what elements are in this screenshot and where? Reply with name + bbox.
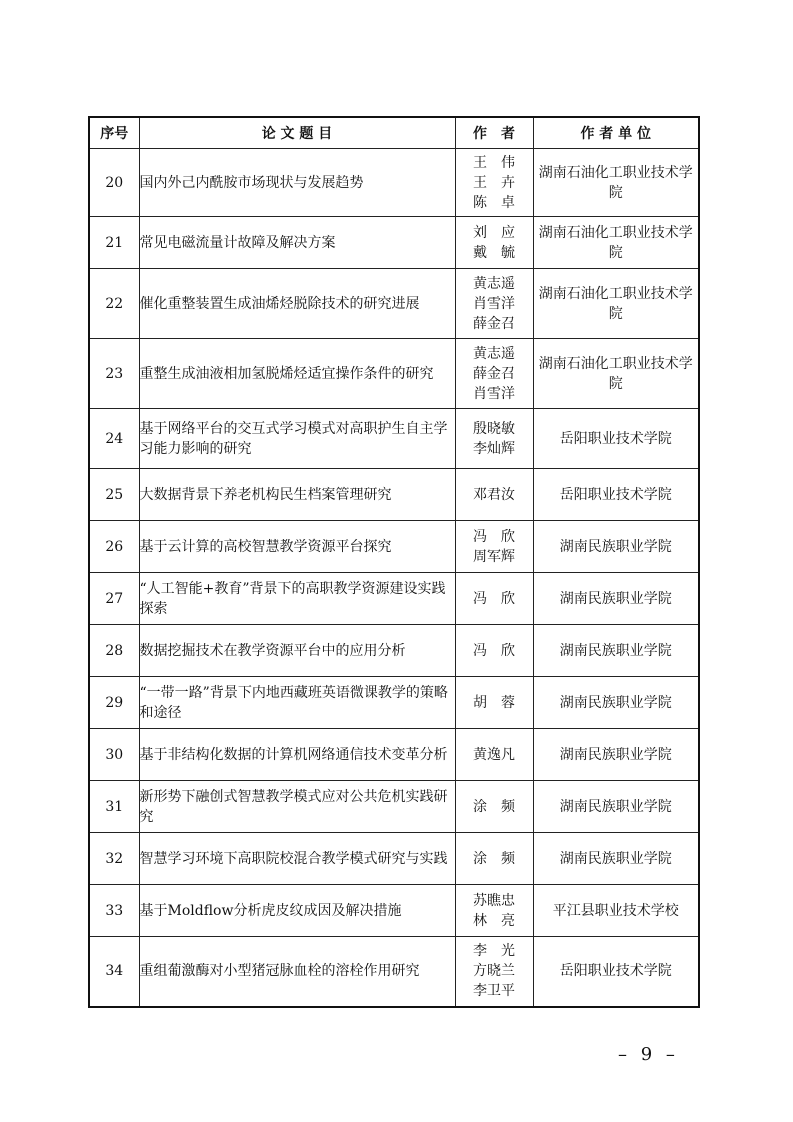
author-name: 薛金召 bbox=[473, 365, 515, 382]
table-row bbox=[89, 937, 699, 1007]
row-number: 30 bbox=[89, 729, 139, 781]
paper-authors bbox=[455, 573, 533, 625]
author-name: 肖雪洋 bbox=[473, 385, 515, 402]
header-authors: 作 者 bbox=[455, 117, 533, 149]
table-row bbox=[89, 833, 699, 885]
paper-title: 重整生成油液相加氢脱烯烃适宜操作条件的研究 bbox=[139, 339, 455, 409]
paper-title: “一带一路”背景下内地西藏班英语微课教学的策略和途径 bbox=[139, 677, 455, 729]
table-row bbox=[89, 339, 699, 409]
paper-authors bbox=[455, 625, 533, 677]
table-row bbox=[89, 149, 699, 217]
paper-authors bbox=[455, 833, 533, 885]
header-title: 论 文 题 目 bbox=[139, 117, 455, 149]
author-name: 涂 频 bbox=[473, 798, 515, 815]
header-unit: 作 者 单 位 bbox=[533, 117, 699, 149]
author-name: 方晓兰 bbox=[473, 963, 515, 980]
table-row bbox=[89, 573, 699, 625]
author-unit: 湖南石油化工职业技术学院 bbox=[533, 149, 699, 217]
author-name: 冯 欣 bbox=[473, 528, 515, 545]
paper-title: 基于云计算的高校智慧教学资源平台探究 bbox=[139, 521, 455, 573]
table-row bbox=[89, 521, 699, 573]
paper-title: 基于非结构化数据的计算机网络通信技术变革分析 bbox=[139, 729, 455, 781]
author-name: 李 光 bbox=[473, 943, 515, 960]
table-row bbox=[89, 269, 699, 339]
author-name: 林 亮 bbox=[473, 912, 515, 929]
author-unit: 湖南石油化工职业技术学院 bbox=[533, 339, 699, 409]
paper-title: 数据挖掘技术在教学资源平台中的应用分析 bbox=[139, 625, 455, 677]
author-unit: 湖南民族职业学院 bbox=[533, 625, 699, 677]
table-row bbox=[89, 729, 699, 781]
row-number: 20 bbox=[89, 149, 139, 217]
author-unit: 湖南民族职业学院 bbox=[533, 781, 699, 833]
author-name: 黄志遥 bbox=[473, 345, 515, 362]
paper-title: 智慧学习环境下高职院校混合教学模式研究与实践 bbox=[139, 833, 455, 885]
author-unit: 岳阳职业技术学院 bbox=[533, 937, 699, 1007]
row-number: 25 bbox=[89, 469, 139, 521]
author-unit: 岳阳职业技术学院 bbox=[533, 409, 699, 469]
author-name: 周军辉 bbox=[473, 548, 515, 565]
author-name: 李灿辉 bbox=[473, 440, 515, 457]
paper-authors bbox=[455, 149, 533, 217]
row-number: 26 bbox=[89, 521, 139, 573]
row-number: 24 bbox=[89, 409, 139, 469]
table-body bbox=[89, 149, 699, 1007]
author-unit: 湖南民族职业学院 bbox=[533, 729, 699, 781]
author-name: 黄志遥 bbox=[473, 275, 515, 292]
paper-authors bbox=[455, 937, 533, 1007]
paper-authors bbox=[455, 781, 533, 833]
paper-authors bbox=[455, 521, 533, 573]
table-row bbox=[89, 781, 699, 833]
paper-title: 基于Moldflow分析虎皮纹成因及解决措施 bbox=[139, 885, 455, 937]
row-number: 22 bbox=[89, 269, 139, 339]
author-name: 苏瞧忠 bbox=[473, 892, 515, 909]
row-number: 29 bbox=[89, 677, 139, 729]
paper-title: 国内外己内酰胺市场现状与发展趋势 bbox=[139, 149, 455, 217]
author-unit: 湖南民族职业学院 bbox=[533, 833, 699, 885]
paper-authors bbox=[455, 217, 533, 269]
table-row bbox=[89, 217, 699, 269]
author-name: 胡 蓉 bbox=[473, 694, 515, 711]
paper-title: 常见电磁流量计故障及解决方案 bbox=[139, 217, 455, 269]
row-number: 28 bbox=[89, 625, 139, 677]
table-header-row bbox=[89, 117, 699, 149]
paper-title: 大数据背景下养老机构民生档案管理研究 bbox=[139, 469, 455, 521]
table-row bbox=[89, 625, 699, 677]
author-unit: 平江县职业技术学校 bbox=[533, 885, 699, 937]
page-number: – 9 – bbox=[618, 1044, 679, 1065]
author-name: 邓君汝 bbox=[473, 486, 515, 503]
author-name: 薛金召 bbox=[473, 315, 515, 332]
author-unit: 岳阳职业技术学院 bbox=[533, 469, 699, 521]
table-row bbox=[89, 409, 699, 469]
author-name: 李卫平 bbox=[473, 983, 515, 1000]
paper-authors bbox=[455, 729, 533, 781]
row-number: 31 bbox=[89, 781, 139, 833]
paper-authors bbox=[455, 677, 533, 729]
table-row bbox=[89, 469, 699, 521]
paper-title: 催化重整装置生成油烯烃脱除技术的研究进展 bbox=[139, 269, 455, 339]
author-name: 殷晓敏 bbox=[473, 420, 515, 437]
author-unit: 湖南民族职业学院 bbox=[533, 573, 699, 625]
author-name: 陈 卓 bbox=[473, 194, 515, 211]
paper-title: 重组葡激酶对小型猪冠脉血栓的溶栓作用研究 bbox=[139, 937, 455, 1007]
author-name: 肖雪洋 bbox=[473, 295, 515, 312]
author-name: 黄逸凡 bbox=[473, 746, 515, 763]
paper-title: “人工智能+教育”背景下的高职教学资源建设实践探索 bbox=[139, 573, 455, 625]
author-name: 冯 欣 bbox=[473, 642, 515, 659]
row-number: 33 bbox=[89, 885, 139, 937]
author-name: 王 卉 bbox=[473, 174, 515, 191]
author-name: 刘 应 bbox=[473, 224, 515, 241]
row-number: 23 bbox=[89, 339, 139, 409]
paper-title: 基于网络平台的交互式学习模式对高职护生自主学习能力影响的研究 bbox=[139, 409, 455, 469]
paper-authors bbox=[455, 469, 533, 521]
author-unit: 湖南石油化工职业技术学院 bbox=[533, 269, 699, 339]
header-no: 序号 bbox=[89, 117, 139, 149]
paper-title: 新形势下融创式智慧教学模式应对公共危机实践研究 bbox=[139, 781, 455, 833]
author-name: 戴 毓 bbox=[473, 244, 515, 261]
author-name: 冯 欣 bbox=[473, 590, 515, 607]
row-number: 34 bbox=[89, 937, 139, 1007]
paper-authors bbox=[455, 269, 533, 339]
row-number: 27 bbox=[89, 573, 139, 625]
author-unit: 湖南民族职业学院 bbox=[533, 677, 699, 729]
table-row bbox=[89, 677, 699, 729]
row-number: 32 bbox=[89, 833, 139, 885]
row-number: 21 bbox=[89, 217, 139, 269]
papers-table bbox=[88, 116, 700, 1008]
paper-authors bbox=[455, 885, 533, 937]
author-name: 王 伟 bbox=[473, 154, 515, 171]
author-unit: 湖南民族职业学院 bbox=[533, 521, 699, 573]
paper-authors bbox=[455, 409, 533, 469]
author-name: 涂 频 bbox=[473, 850, 515, 867]
author-unit: 湖南石油化工职业技术学院 bbox=[533, 217, 699, 269]
paper-authors bbox=[455, 339, 533, 409]
table-row bbox=[89, 885, 699, 937]
